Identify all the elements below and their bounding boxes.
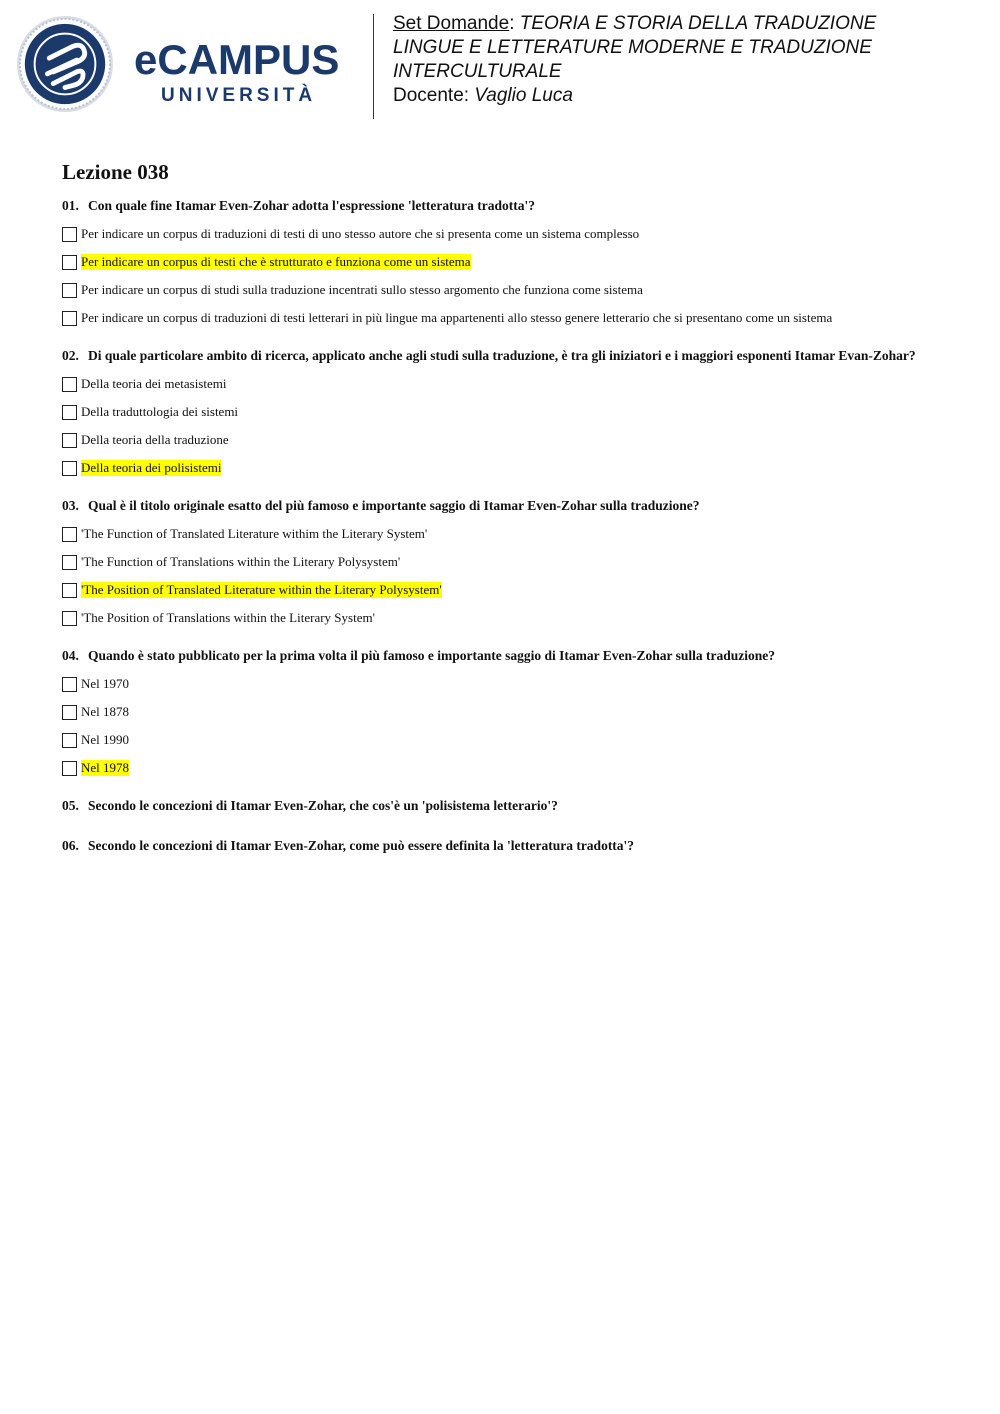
universita-wordmark: UNIVERSITÀ: [161, 85, 317, 106]
question-number: 05.: [62, 798, 79, 813]
question-title: [62, 797, 962, 815]
answer-text: Della teoria della traduzione: [81, 432, 229, 447]
answer-option-correct: [62, 759, 962, 777]
answer-option-correct: [62, 253, 962, 271]
question-block: [62, 797, 962, 815]
question-block: [62, 347, 962, 477]
question-text: Secondo le concezioni di Itamar Even-Zohar, come può essere definita la 'letteratura tradotta'?: [88, 838, 635, 853]
document-header: [0, 0, 1000, 130]
answer-checkbox[interactable]: [62, 611, 77, 626]
teacher-label: Docente:: [393, 85, 470, 106]
answer-text: 'The Position of Translations within the Literary System': [81, 610, 375, 625]
question-title: [62, 347, 962, 365]
answer-checkbox[interactable]: [62, 555, 77, 570]
question-block: [62, 197, 962, 327]
answer-checkbox[interactable]: [62, 255, 77, 270]
lesson-title: Lezione 038: [62, 160, 169, 184]
answer-option: [62, 281, 962, 299]
degree-line-2: INTERCULTURALE: [393, 61, 562, 82]
question-block: [62, 497, 962, 627]
answer-text-highlighted: Nel 1978: [81, 760, 130, 775]
answer-option: [62, 553, 962, 571]
questions-section: [62, 160, 962, 877]
answer-checkbox[interactable]: [62, 733, 77, 748]
answer-option: [62, 225, 962, 243]
answer-checkbox[interactable]: [62, 377, 77, 392]
answer-checkbox[interactable]: [62, 761, 77, 776]
answer-text: Della teoria dei metasistemi: [81, 376, 227, 391]
question-text: Con quale fine Itamar Even-Zohar adotta l'espressione 'letteratura tradotta'?: [88, 198, 535, 213]
answer-text: Nel 1990: [81, 732, 130, 747]
answer-checkbox[interactable]: [62, 433, 77, 448]
answer-checkbox[interactable]: [62, 583, 77, 598]
question-text: Di quale particolare ambito di ricerca, applicato anche agli studi sulla traduzione, è tra gli iniziatori e i maggiori esponenti Itamar Evan-Zohar?: [88, 348, 916, 363]
answer-checkbox[interactable]: [62, 283, 77, 298]
answer-text-highlighted: 'The Position of Translated Literature within the Literary Polysystem': [81, 582, 442, 597]
answer-checkbox[interactable]: [62, 227, 77, 242]
question-title: [62, 197, 962, 215]
answer-text: Nel 1878: [81, 704, 130, 719]
answer-option: [62, 703, 962, 721]
answer-checkbox[interactable]: [62, 677, 77, 692]
teacher-name: Vaglio Luca: [474, 85, 573, 106]
answer-text: Della traduttologia dei sistemi: [81, 404, 239, 419]
question-title: [62, 647, 962, 665]
answer-checkbox[interactable]: [62, 527, 77, 542]
question-number: 01.: [62, 198, 79, 213]
ecampus-wordmark: eCAMPUS: [134, 36, 340, 83]
answer-option: [62, 609, 962, 627]
header-divider: [373, 14, 374, 119]
question-number: 06.: [62, 838, 79, 853]
answer-option: [62, 525, 962, 543]
answer-text: 'The Function of Translated Literature withim the Literary System': [81, 526, 428, 541]
answer-text: Per indicare un corpus di traduzioni di testi letterari in più lingue ma appartenenti allo stesso genere letterario che si presentano come un sistema: [81, 310, 833, 325]
set-label: Set Domande: [393, 13, 510, 34]
answer-text: Per indicare un corpus di traduzioni di testi di uno stesso autore che si presenta come un sistema complesso: [81, 226, 640, 241]
question-text: Qual è il titolo originale esatto del più famoso e importante saggio di Itamar Even-Zohar sulla traduzione?: [88, 498, 700, 513]
answer-checkbox[interactable]: [62, 405, 77, 420]
answer-checkbox[interactable]: [62, 311, 77, 326]
answer-option: [62, 675, 962, 693]
degree-line-1: LINGUE E LETTERATURE MODERNE E TRADUZIONE: [393, 37, 872, 58]
answer-option: [62, 431, 962, 449]
question-title: [62, 497, 962, 515]
answer-text-highlighted: Della teoria dei polisistemi: [81, 460, 222, 475]
question-text: Secondo le concezioni di Itamar Even-Zohar, che cos'è un 'polisistema letterario'?: [88, 798, 558, 813]
answer-checkbox[interactable]: [62, 461, 77, 476]
answer-text: 'The Function of Translations within the Literary Polysystem': [81, 554, 401, 569]
question-number: 03.: [62, 498, 79, 513]
answer-option: [62, 375, 962, 393]
answer-option: [62, 403, 962, 421]
question-text: Quando è stato pubblicato per la prima volta il più famoso e importante saggio di Itamar Even-Zohar sulla traduzione?: [88, 648, 776, 663]
course-info: [393, 12, 876, 108]
answer-checkbox[interactable]: [62, 705, 77, 720]
answer-option-correct: [62, 459, 962, 477]
question-block: [62, 837, 962, 855]
answer-option: [62, 309, 962, 327]
teacher-line: [393, 84, 876, 108]
question-number: 02.: [62, 348, 79, 363]
ecampus-seal-logo-icon: [16, 15, 114, 113]
course-title-line: Set Domande: TEORIA E STORIA DELLA TRADUZIONE: [393, 13, 877, 34]
question-block: [62, 647, 962, 777]
answer-text-highlighted: Per indicare un corpus di testi che è strutturato e funziona come un sistema: [81, 254, 471, 269]
course-title: TEORIA E STORIA DELLA TRADUZIONE: [519, 13, 877, 34]
answer-option: [62, 731, 962, 749]
answer-text: Per indicare un corpus di studi sulla traduzione incentrati sullo stesso argomento che funziona come sistema: [81, 282, 643, 297]
question-title: [62, 837, 962, 855]
answer-text: Nel 1970: [81, 676, 130, 691]
question-number: 04.: [62, 648, 79, 663]
answer-option-correct: [62, 581, 962, 599]
